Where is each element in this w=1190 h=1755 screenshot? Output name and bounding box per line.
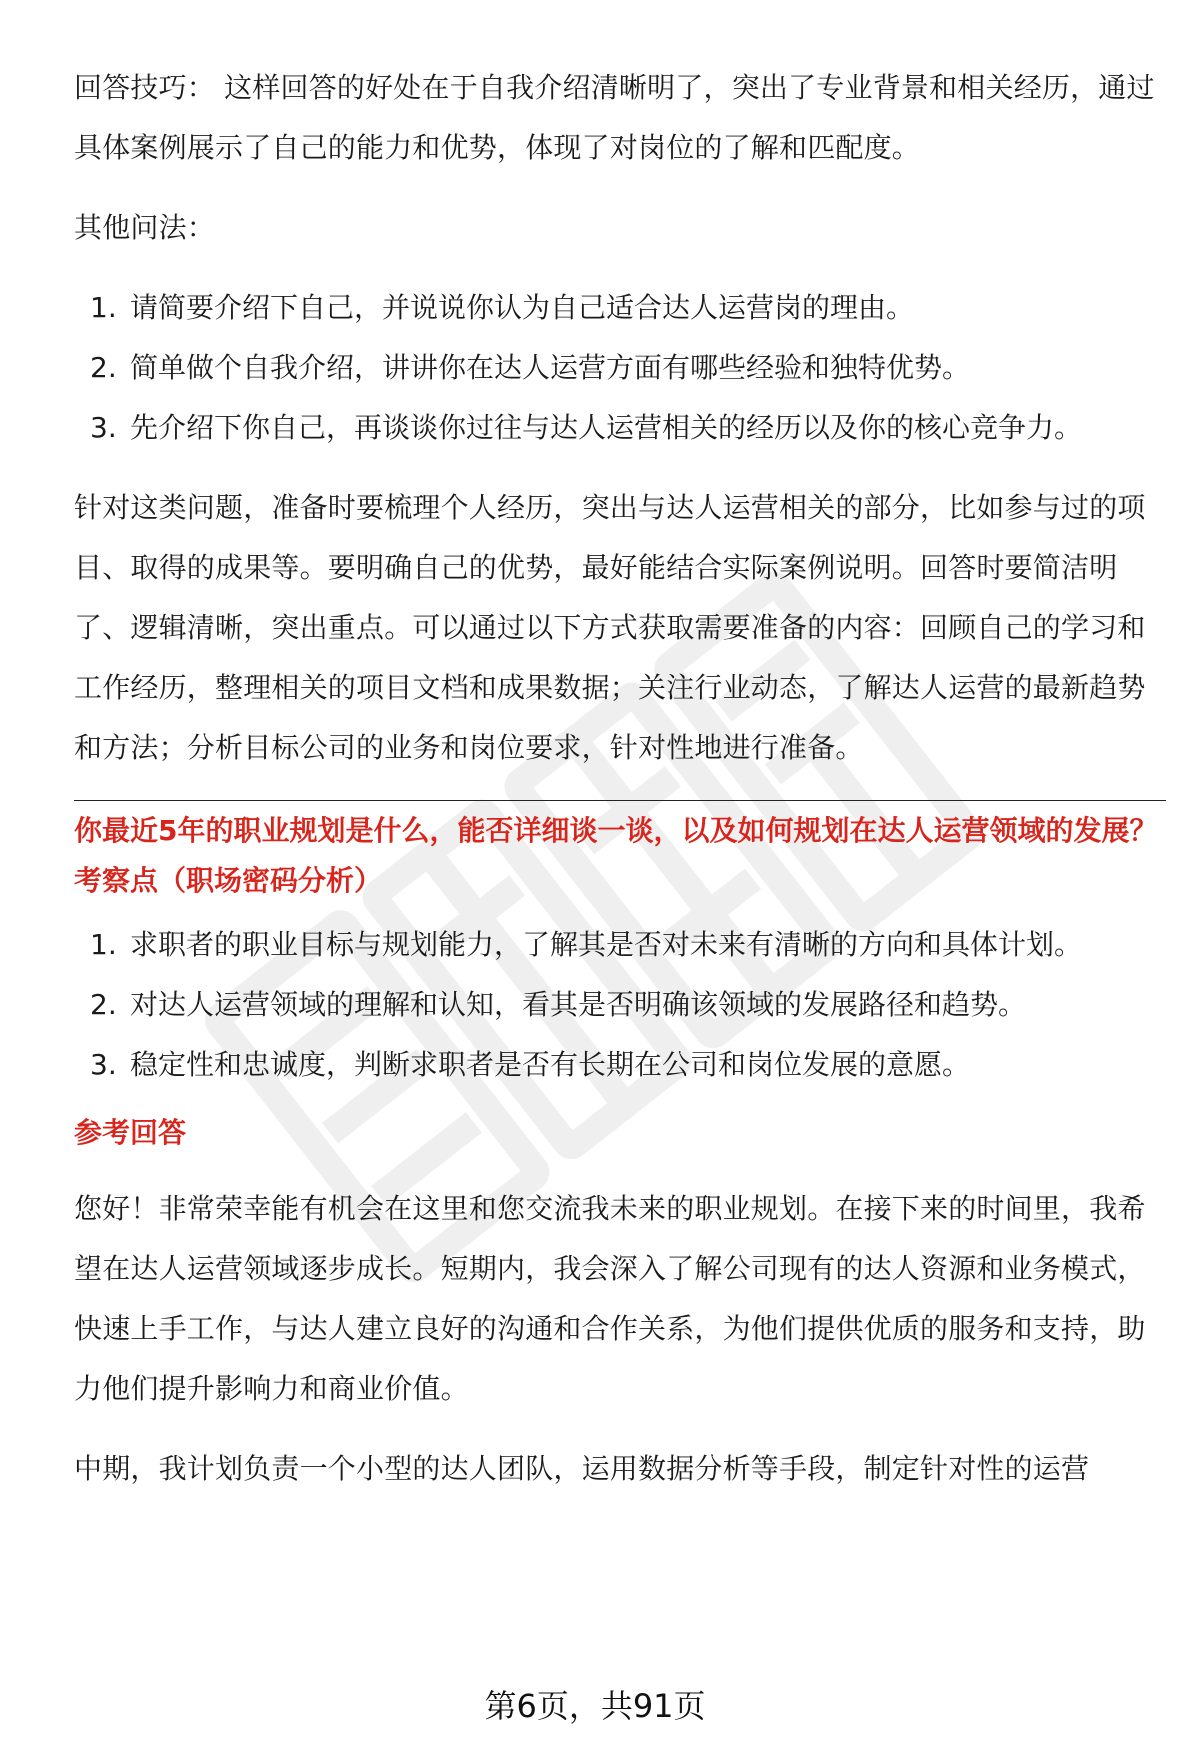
list-item-text: 简单做个自我介绍，讲讲你在达人运营方面有哪些经验和独特优势。 xyxy=(130,351,971,384)
reference-answer-paragraph: 您好！非常荣幸能有机会在这里和您交流我未来的职业规划。在接下来的时间里，我希望在达人运营领域逐步成长。短期内，我会深入了解公司现有的达人资源和业务模式，快速上手工作，与达人建立良好的沟通和合作关系，为他们提供优质的服务和支持，助力他们提升影响力和商业价值。 xyxy=(74,1192,1146,1405)
list-number: 2. xyxy=(90,988,117,1021)
other-asks-list xyxy=(74,278,1166,458)
list-number: 3. xyxy=(90,1048,117,1081)
list-item-text: 稳定性和忠诚度，判断求职者是否有长期在公司和岗位发展的意愿。 xyxy=(130,1048,971,1081)
other-asks-label: 其他问法： xyxy=(74,211,216,244)
page-number-footer: 第6页，共91页 xyxy=(484,1687,706,1725)
reference-answer-paragraph-continued: 中期，我计划负责一个小型的达人团队，运用数据分析等手段，制定针对性的运营 xyxy=(74,1452,1090,1485)
list-number: 1. xyxy=(90,928,117,961)
preparation-paragraph: 针对这类问题，准备时要梳理个人经历，突出与达人运营相关的部分，比如参与过的项目、取得的成果等。要明确自己的优势，最好能结合实际案例说明。回答时要简洁明了、逻辑清晰，突出重点。可以通过以下方式获取需要准备的内容：回顾自己的学习和工作经历，整理相关的项目文档和成果数据；关注行业动态，了解达人运营的最新趋势和方法；分析目标公司的业务和岗位要求，针对性地进行准备。 xyxy=(74,491,1146,764)
list-number: 1. xyxy=(90,291,117,324)
document-body xyxy=(74,58,1166,1499)
answer-tip-paragraph: 回答技巧： 这样回答的好处在于自我介绍清晰明了，突出了专业背景和相关经历，通过具体案例展示了自己的能力和优势，体现了对岗位的了解和匹配度。 xyxy=(74,71,1155,164)
assessment-points-list xyxy=(74,915,1166,1095)
list-item xyxy=(74,1035,1166,1095)
reference-answer-heading: 参考回答 xyxy=(74,1116,187,1149)
list-number: 3. xyxy=(90,411,117,444)
list-number: 2. xyxy=(90,351,117,384)
section-divider xyxy=(74,800,1166,801)
list-item xyxy=(74,278,1166,338)
list-item xyxy=(74,398,1166,458)
list-item xyxy=(74,915,1166,975)
list-item xyxy=(74,338,1166,398)
assessment-points-heading: 考察点（职场密码分析） xyxy=(74,864,383,897)
list-item-text: 先介绍下你自己，再谈谈你过往与达人运营相关的经历以及你的核心竞争力。 xyxy=(130,411,1083,444)
list-item-text: 求职者的职业目标与规划能力，了解其是否对未来有清晰的方向和具体计划。 xyxy=(130,928,1083,961)
list-item xyxy=(74,975,1166,1035)
list-item-text: 请简要介绍下自己，并说说你认为自己适合达人运营岗的理由。 xyxy=(130,291,915,324)
interview-question-heading: 你最近5年的职业规划是什么，能否详细谈一谈，以及如何规划在达人运营领域的发展？ xyxy=(74,814,1158,847)
list-item-text: 对达人运营领域的理解和认知，看其是否明确该领域的发展路径和趋势。 xyxy=(130,988,1027,1021)
